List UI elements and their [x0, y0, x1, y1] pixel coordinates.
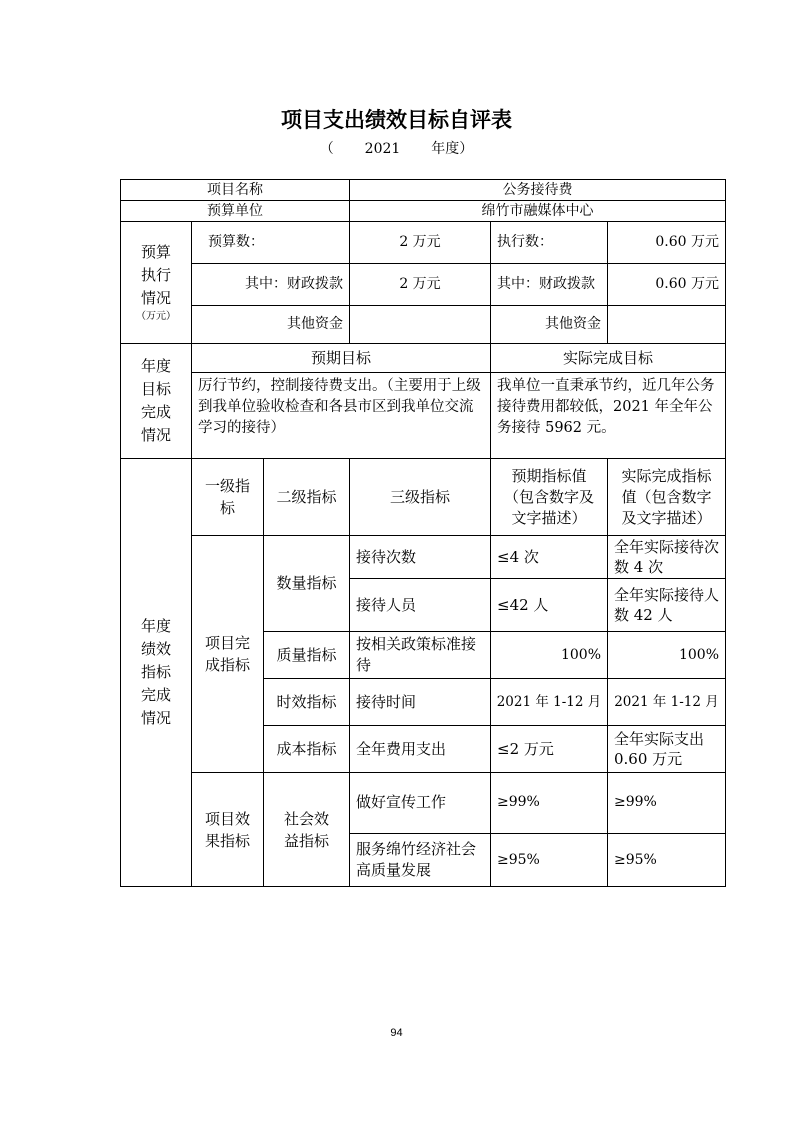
fiscal-budget-label: 其中：财政拨款 [191, 263, 350, 306]
table-row-l3: 服务绵竹经济社会高质量发展 [349, 833, 491, 887]
table-row-l3: 接待次数 [349, 535, 491, 579]
table-row-actual: 全年实际支出 0.60 万元 [607, 725, 726, 773]
table-row-l3: 做好宣传工作 [349, 772, 491, 834]
table-row-expected: ≥99% [490, 772, 608, 834]
table-row-l3: 接待人员 [349, 578, 491, 632]
table-row-actual: 全年实际接待人数 42 人 [607, 578, 726, 632]
exec-amount-value: 0.60 万元 [607, 221, 726, 264]
budget-unit-note: （万元） [136, 311, 176, 322]
header-actual: 实际完成指标值（包含数字及文字描述） [607, 458, 726, 536]
budget-execution-label: 预算 执行 情况 （万元） [120, 221, 192, 344]
budget-unit-value: 绵竹市融媒体中心 [349, 200, 726, 222]
table-row-actual: ≥95% [607, 833, 726, 887]
indicators-label: 年度 绩效 指标 完成 情况 [120, 458, 192, 887]
exec-amount-label: 执行数： [490, 221, 608, 264]
table-row-actual: 2021 年 1-12 月 [607, 678, 726, 726]
year-value: 2021 [364, 141, 401, 157]
budget-unit-label: 预算单位 [120, 200, 350, 222]
table-row-l3: 全年费用支出 [349, 725, 491, 773]
actual-goal-text: 我单位一直秉承节约，近几年公务接待费用都较低，2021 年全年公务接待 5962 元。 [490, 372, 726, 459]
year-close: 年度） [431, 141, 474, 157]
group-effect-label: 项目效果指标 [191, 772, 264, 887]
expected-goal-text: 厉行节约，控制接待费支出。（主要用于上级到我单位验收检查和各县市区到我单位交流学习的接待） [191, 372, 491, 459]
table-row-expected: ≤42 人 [490, 578, 608, 632]
table-row-expected: 2021 年 1-12 月 [490, 678, 608, 726]
quantity-indicator-label: 数量指标 [263, 535, 350, 632]
table-row-actual: 全年实际接待次数 4 次 [607, 535, 726, 579]
table-row-actual: 100% [607, 631, 726, 679]
other-exec-label: 其他资金 [490, 305, 608, 344]
fiscal-exec-value: 0.60 万元 [607, 263, 726, 306]
table-row-actual: ≥99% [607, 772, 726, 834]
fiscal-exec-label: 其中：财政拨款 [490, 263, 608, 306]
other-funds-label: 其他资金 [191, 305, 350, 344]
table-row-l3: 按相关政策标准接待 [349, 631, 491, 679]
social-indicator-label: 社会效益指标 [263, 772, 350, 887]
budget-amount-value: 2 万元 [349, 221, 491, 264]
table-row-expected: ≥95% [490, 833, 608, 887]
table-row-expected: 100% [490, 631, 608, 679]
year-line [0, 138, 793, 158]
cost-indicator-label: 成本指标 [263, 725, 350, 773]
actual-goal-header: 实际完成目标 [490, 343, 726, 373]
header-level3: 三级指标 [349, 458, 491, 536]
project-name-value: 公务接待费 [349, 179, 726, 201]
table-row-expected: ≤4 次 [490, 535, 608, 579]
header-expected: 预期指标值（包含数字及文字描述） [490, 458, 608, 536]
page-number: 94 [390, 1027, 403, 1039]
other-exec-value [607, 305, 726, 344]
timeliness-indicator-label: 时效指标 [263, 678, 350, 726]
year-open: （ [319, 141, 334, 157]
other-funds-value [349, 305, 491, 344]
group-completion-label: 项目完成指标 [191, 535, 264, 773]
budget-amount-label: 预算数： [191, 221, 350, 264]
header-level1: 一级指标 [191, 458, 264, 536]
fiscal-budget-value: 2 万元 [349, 263, 491, 306]
table-row-expected: ≤2 万元 [490, 725, 608, 773]
annual-goal-label: 年度 目标 完成 情况 [120, 343, 192, 459]
expected-goal-header: 预期目标 [191, 343, 491, 373]
page-title: 项目支出绩效目标自评表 [281, 108, 512, 132]
quality-indicator-label: 质量指标 [263, 631, 350, 679]
project-name-label: 项目名称 [120, 179, 350, 201]
header-level2: 二级指标 [263, 458, 350, 536]
table-row-l3: 接待时间 [349, 678, 491, 726]
